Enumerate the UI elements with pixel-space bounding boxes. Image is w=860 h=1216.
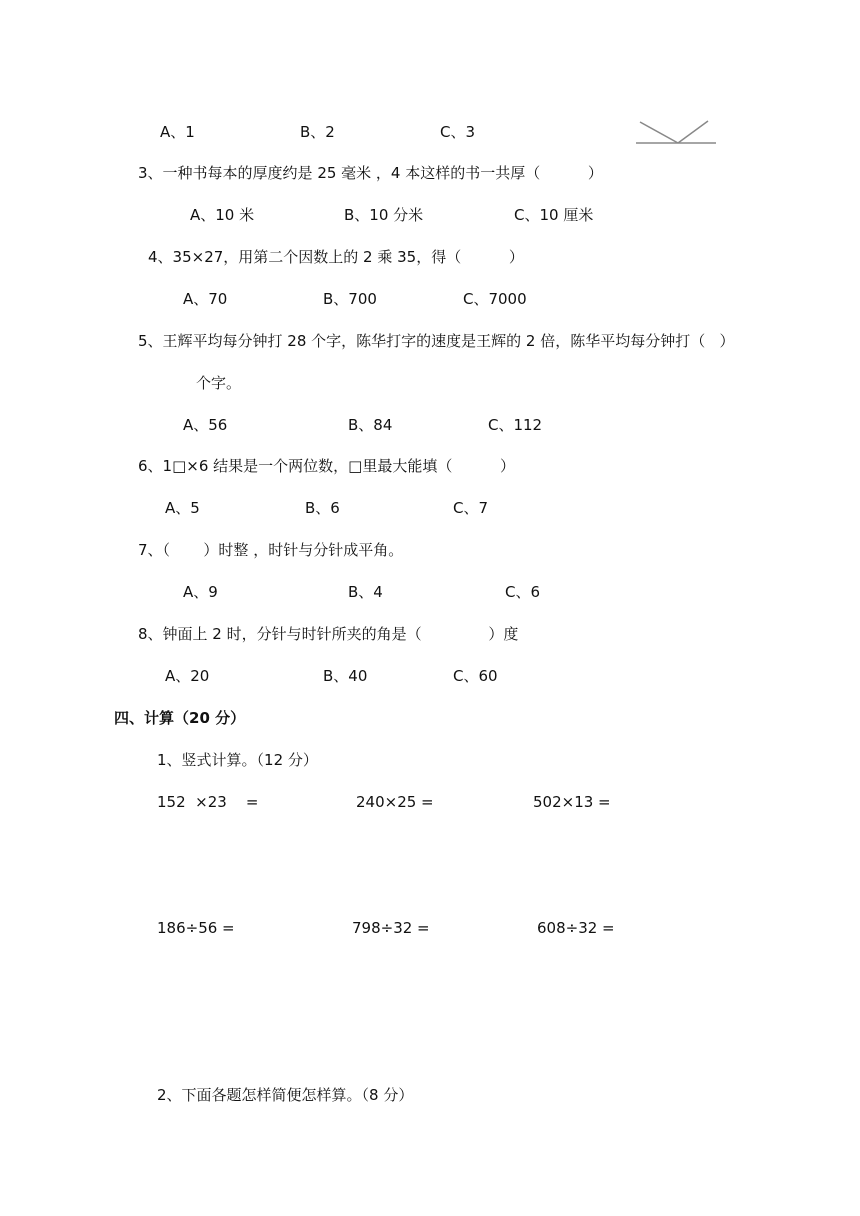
q7-option-b: B、4 (348, 583, 383, 601)
calc-problem-2: 240×25 = (356, 793, 434, 811)
q5-option-c: C、112 (488, 416, 543, 434)
q5-stem-continued: 个字。 (196, 374, 242, 392)
calc-problem-1: 152 ×23 = (157, 793, 259, 811)
q8-option-c: C、60 (453, 667, 498, 685)
q2-option-a: A、1 (160, 123, 195, 141)
q6-option-a: A、5 (165, 499, 200, 517)
q8-stem: 8、钟面上 2 时，分针与时针所夹的角是（ ）度 (138, 625, 519, 643)
q7-option-c: C、6 (505, 583, 541, 601)
q3-option-b: B、10 分米 (344, 206, 424, 224)
q5-option-b: B、84 (348, 416, 393, 434)
calc-problem-3: 502×13 = (533, 793, 611, 811)
q4-option-b: B、700 (323, 290, 377, 308)
angle-figure (634, 118, 718, 148)
calc-problem-6: 608÷32 = (537, 919, 615, 937)
q6-stem: 6、1□×6 结果是一个两位数，□里最大能填（ ） (138, 457, 515, 475)
q3-stem: 3、一种书每本的厚度约是 25 毫米 ，4 本这样的书一共厚（ ） (138, 164, 603, 182)
vertical-calc-heading: 1、竖式计算。（12 分） (157, 751, 318, 769)
q5-stem: 5、王辉平均每分钟打 28 个字，陈华打字的速度是王辉的 2 倍，陈华平均每分钟打（ ） (138, 332, 735, 350)
q8-option-b: B、40 (323, 667, 368, 685)
calc-problem-4: 186÷56 = (157, 919, 235, 937)
q5-option-a: A、56 (183, 416, 228, 434)
calc-problem-5: 798÷32 = (352, 919, 430, 937)
q7-stem: 7、（ ）时整 ，时针与分针成平角。 (138, 541, 404, 559)
q4-option-c: C、7000 (463, 290, 527, 308)
q8-option-a: A、20 (165, 667, 210, 685)
q6-option-c: C、7 (453, 499, 489, 517)
section-title-calculation: 四、计算（20 分） (114, 709, 246, 727)
q2-option-b: B、2 (300, 123, 335, 141)
simplified-calc-heading: 2、下面各题怎样简便怎样算。（8 分） (157, 1086, 414, 1104)
q4-stem: 4、35×27，用第二个因数上的 2 乘 35，得（ ） (148, 248, 524, 266)
q7-option-a: A、9 (183, 583, 218, 601)
q4-option-a: A、70 (183, 290, 228, 308)
q3-option-a: A、10 米 (190, 206, 255, 224)
q2-option-c: C、3 (440, 123, 476, 141)
q6-option-b: B、6 (305, 499, 340, 517)
q3-option-c: C、10 厘米 (514, 206, 594, 224)
